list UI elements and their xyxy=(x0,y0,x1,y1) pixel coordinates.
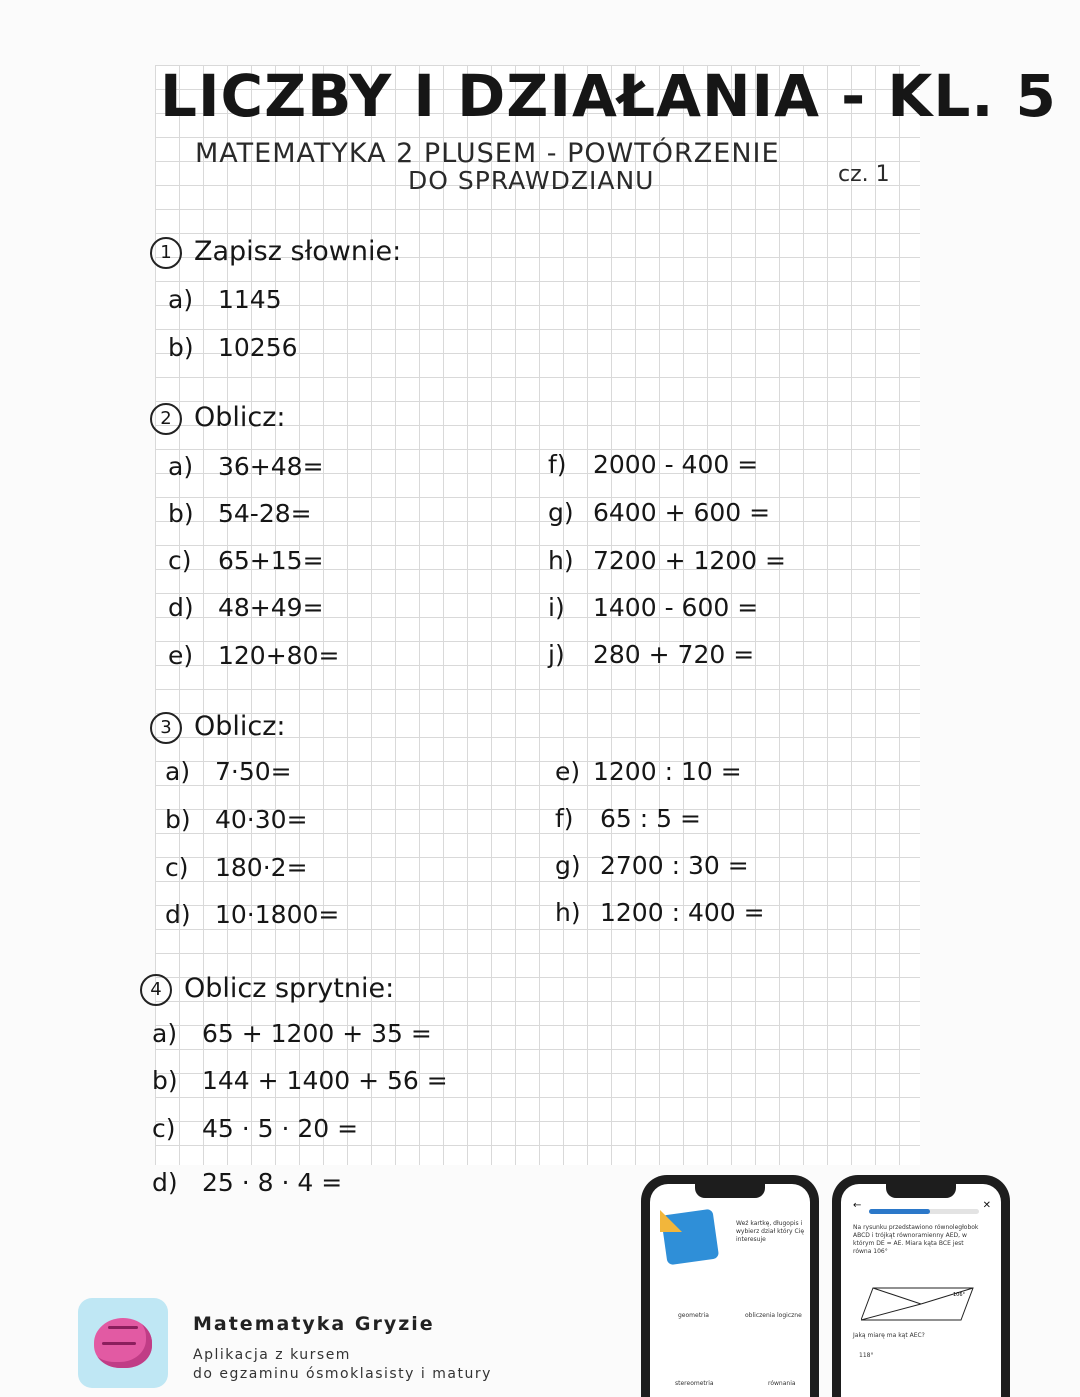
phone-mockup-1 xyxy=(641,1175,819,1397)
list-item: j) 280 + 720 = xyxy=(548,640,755,669)
question-prompt: Jaką miarę ma kąt AEC? xyxy=(853,1332,925,1339)
section-3-heading xyxy=(150,711,286,744)
section-title: Oblicz sprytnie: xyxy=(184,973,395,1004)
parallelogram-diagram xyxy=(861,1284,981,1324)
list-item: h) 7200 + 1200 = xyxy=(548,546,786,575)
part-label: cz. 1 xyxy=(838,162,890,187)
list-item: a) 36+48= xyxy=(168,452,324,481)
page-subtitle: MATEMATYKA 2 PLUSEM - POWTÓRZENIE xyxy=(195,138,780,169)
list-item: f) 2000 - 400 = xyxy=(548,450,759,479)
close-icon[interactable]: ✕ xyxy=(982,1200,991,1211)
question-text: Na rysunku przedstawiono równoległobok ABCD i trójkąt równoramienny AED, w którym DE = AE. Miara kąta BCE jest równa 106° xyxy=(853,1224,979,1255)
list-item: d) 48+49= xyxy=(168,593,324,622)
list-item: b) 10256 xyxy=(168,333,298,362)
section-number: 4 xyxy=(140,974,172,1006)
section-2-heading xyxy=(150,402,286,435)
section-number: 3 xyxy=(150,712,182,744)
section-title: Oblicz: xyxy=(194,402,286,433)
brain-icon[interactable] xyxy=(78,1298,168,1388)
phone-mockup-2 xyxy=(832,1175,1010,1397)
section-title: Oblicz: xyxy=(194,711,286,742)
list-item: a) 65 + 1200 + 35 = xyxy=(152,1019,432,1048)
list-item: b) 54-28= xyxy=(168,499,312,528)
section-number: 1 xyxy=(150,237,182,269)
category-logic[interactable]: obliczenia logiczne xyxy=(745,1312,802,1319)
list-item: h) 1200 : 400 = xyxy=(555,898,765,927)
list-item: b) 144 + 1400 + 56 = xyxy=(152,1066,448,1095)
list-item: d) 25 · 8 · 4 = xyxy=(152,1168,343,1197)
list-item: e) 120+80= xyxy=(168,641,340,670)
category-equations[interactable]: równania xyxy=(768,1380,796,1387)
list-item: g) 2700 : 30 = xyxy=(555,851,749,880)
page-title: LICZBY I DZIAŁANIA - KL. 5 xyxy=(160,62,1057,130)
list-item: c) 180·2= xyxy=(165,853,308,882)
section-4-heading xyxy=(140,973,394,1006)
progress-bar xyxy=(869,1209,979,1214)
back-arrow-icon[interactable]: ← xyxy=(853,1200,862,1211)
list-item: c) 65+15= xyxy=(168,546,324,575)
category-stereometry[interactable]: stereometria xyxy=(675,1380,714,1387)
section-title: Zapisz słownie: xyxy=(194,236,402,267)
category-geometry[interactable]: geometria xyxy=(678,1312,709,1319)
list-item: b) 40·30= xyxy=(165,805,308,834)
instruction-text: Weź kartkę, długopis i wybierz dział który Cię interesuje xyxy=(736,1220,805,1243)
ruler-triangle-icon xyxy=(660,1210,682,1232)
svg-text:106°: 106° xyxy=(953,1292,966,1298)
list-item: g) 6400 + 600 = xyxy=(548,498,771,527)
answer-option[interactable]: 118° xyxy=(859,1352,874,1359)
list-item: c) 45 · 5 · 20 = xyxy=(152,1114,359,1143)
list-item: a) 1145 xyxy=(168,285,282,314)
brand-tagline: Aplikacja z kursem do egzaminu ósmoklasisty i matury xyxy=(193,1347,492,1382)
list-item: i) 1400 - 600 = xyxy=(548,593,759,622)
section-1-heading xyxy=(150,236,401,269)
brand-name[interactable]: Matematyka Gryzie xyxy=(193,1313,435,1335)
list-item: f) 65 : 5 = xyxy=(555,804,701,833)
list-item: a) 7·50= xyxy=(165,757,292,786)
page-subtitle-line2: DO SPRAWDZIANU xyxy=(408,166,655,195)
section-number: 2 xyxy=(150,403,182,435)
list-item: e) 1200 : 10 = xyxy=(555,757,742,786)
list-item: d) 10·1800= xyxy=(165,900,340,929)
